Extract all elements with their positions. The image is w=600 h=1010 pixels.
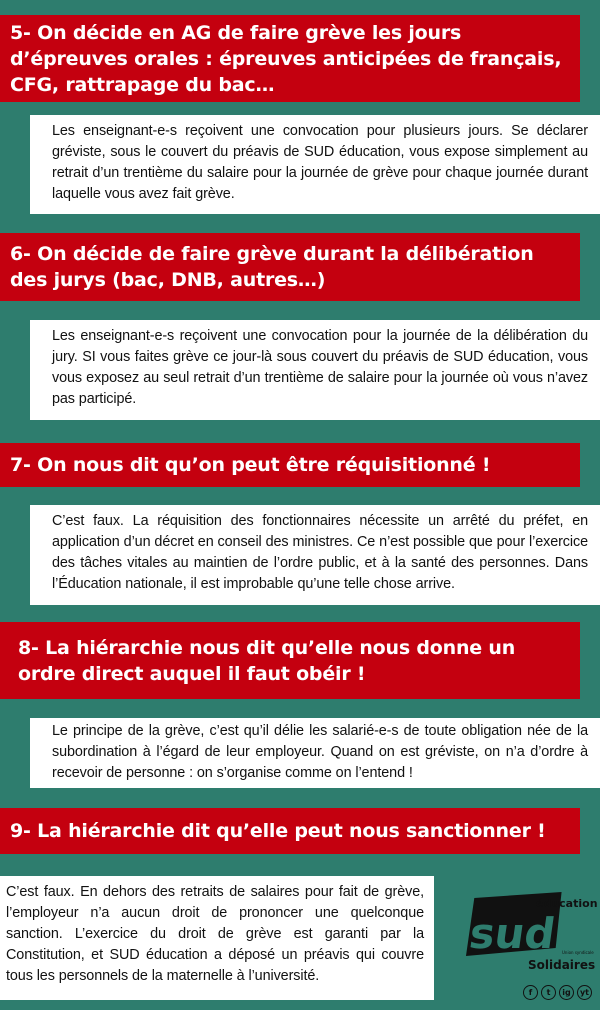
logo-tagline: Union syndicale xyxy=(562,950,594,955)
body-7: C’est faux. La réquisition des fonctionnaires nécessite un arrêté du préfet, en application d’un décret en conseil des ministres. Ce n’est possible que pour l’exercice des tâches vitales au maintien de l’ordre public, et à la santé des personnes. Dans l’Éducation nationale, il est improbable qu’une telle chose arrive. xyxy=(30,505,600,605)
logo-bottom-text: Solidaires xyxy=(528,958,596,972)
facebook-icon[interactable]: f xyxy=(523,985,538,1000)
instagram-icon[interactable]: ig xyxy=(559,985,574,1000)
body-9: C’est faux. En dehors des retraits de salaires pour fait de grève, l’employeur n’a aucun droit de prononcer une quelconque sanction. L’exercice du droit de grève est garanti par la Constitution, et SUD éducation a déposé un préavis qui couvre tous les personnels de la maternelle à l’université. xyxy=(0,876,434,1000)
heading-6: 6- On décide de faire grève durant la délibération des jurys (bac, DNB, autres…) xyxy=(0,233,580,301)
heading-9: 9- La hiérarchie dit qu’elle peut nous sanctionner ! xyxy=(0,808,580,854)
body-5: Les enseignant-e-s reçoivent une convocation pour plusieurs jours. Se déclarer gréviste, sous le couvert du préavis de SUD éducation, vous expose simplement au retrait d’un trentième du salaire pour la journée de grève pour chaque journée durant laquelle vous avez fait grève. xyxy=(30,115,600,214)
body-6: Les enseignant-e-s reçoivent une convocation pour la journée de la délibération du jury. SI vous faites grève ce jour-là sous couvert du préavis de SUD éducation, vous vous exposez au seul retrait d’un trentième de salaire pour la journée où vous n’avez pas participé. xyxy=(30,320,600,420)
social-icons xyxy=(523,985,592,1000)
logo-main-text: sud xyxy=(466,909,559,958)
body-8: Le principe de la grève, c’est qu’il délie les salarié-e-s de toute obligation née de la subordination à l’égard de leur employeur. Quand on est gréviste, on n’a d’ordre à recevoir de personne : on s’organise comme on l’entend ! xyxy=(30,718,600,788)
logo-graphic xyxy=(450,890,598,985)
logo-top-text: éducation xyxy=(536,897,598,910)
sud-education-logo xyxy=(450,890,598,1000)
heading-8: 8- La hiérarchie nous dit qu’elle nous donne un ordre direct auquel il faut obéir ! xyxy=(0,622,580,699)
twitter-icon[interactable]: t xyxy=(541,985,556,1000)
youtube-icon[interactable]: yt xyxy=(577,985,592,1000)
heading-7: 7- On nous dit qu’on peut être réquisitionné ! xyxy=(0,443,580,487)
heading-5: 5- On décide en AG de faire grève les jours d’épreuves orales : épreuves anticipées de français, CFG, rattrapage du bac… xyxy=(0,15,580,102)
